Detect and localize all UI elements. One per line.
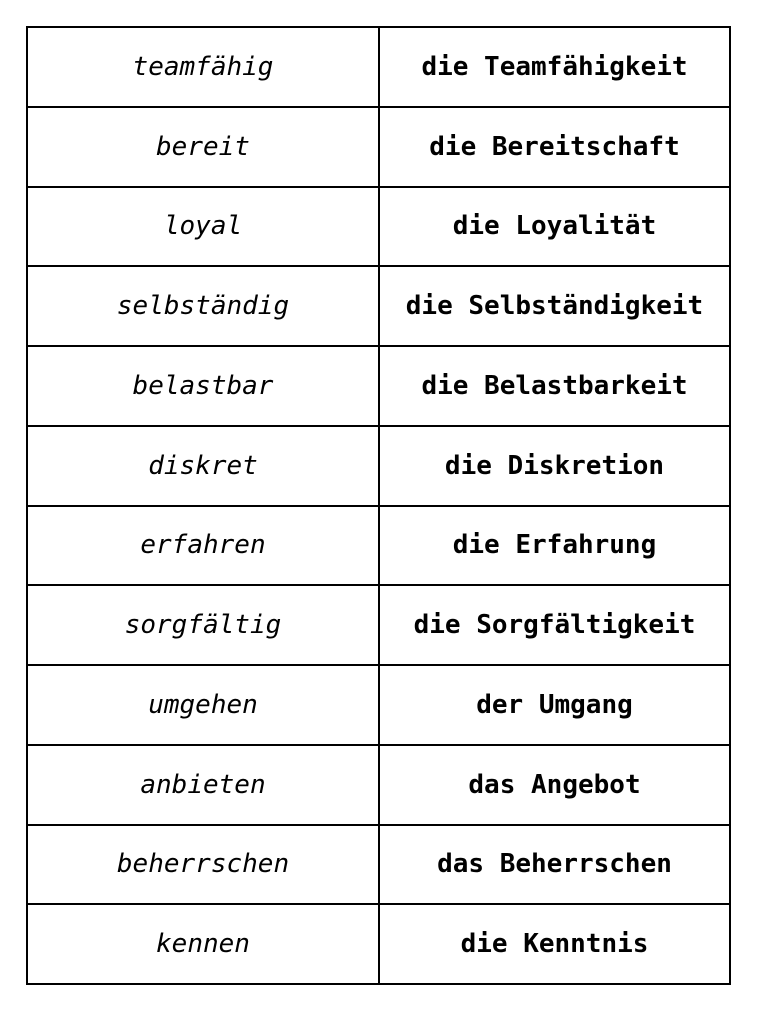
table-row <box>27 745 730 825</box>
noun-cell: die Diskretion <box>379 426 730 506</box>
table-row <box>27 665 730 745</box>
adjective-cell: belastbar <box>27 346 379 426</box>
vocabulary-table-body <box>27 27 730 984</box>
adjective-cell: teamfähig <box>27 27 379 107</box>
adjective-cell: selbständig <box>27 266 379 346</box>
noun-cell: das Beherrschen <box>379 825 730 905</box>
adjective-cell: sorgfältig <box>27 585 379 665</box>
table-row <box>27 904 730 984</box>
adjective-cell: umgehen <box>27 665 379 745</box>
table-row <box>27 585 730 665</box>
table-row <box>27 825 730 905</box>
noun-cell: die Sorgfältigkeit <box>379 585 730 665</box>
noun-cell: die Bereitschaft <box>379 107 730 187</box>
table-row <box>27 107 730 187</box>
noun-cell: das Angebot <box>379 745 730 825</box>
table-row <box>27 346 730 426</box>
adjective-cell: loyal <box>27 187 379 267</box>
adjective-cell: erfahren <box>27 506 379 586</box>
noun-cell: die Kenntnis <box>379 904 730 984</box>
noun-cell: die Loyalität <box>379 187 730 267</box>
noun-cell: die Belastbarkeit <box>379 346 730 426</box>
adjective-cell: kennen <box>27 904 379 984</box>
noun-cell: der Umgang <box>379 665 730 745</box>
adjective-cell: diskret <box>27 426 379 506</box>
table-row <box>27 426 730 506</box>
table-row <box>27 27 730 107</box>
noun-cell: die Teamfähigkeit <box>379 27 730 107</box>
adjective-cell: beherrschen <box>27 825 379 905</box>
adjective-cell: anbieten <box>27 745 379 825</box>
table-row <box>27 187 730 267</box>
table-row <box>27 506 730 586</box>
vocabulary-table <box>26 26 731 985</box>
noun-cell: die Selbständigkeit <box>379 266 730 346</box>
adjective-cell: bereit <box>27 107 379 187</box>
table-row <box>27 266 730 346</box>
noun-cell: die Erfahrung <box>379 506 730 586</box>
